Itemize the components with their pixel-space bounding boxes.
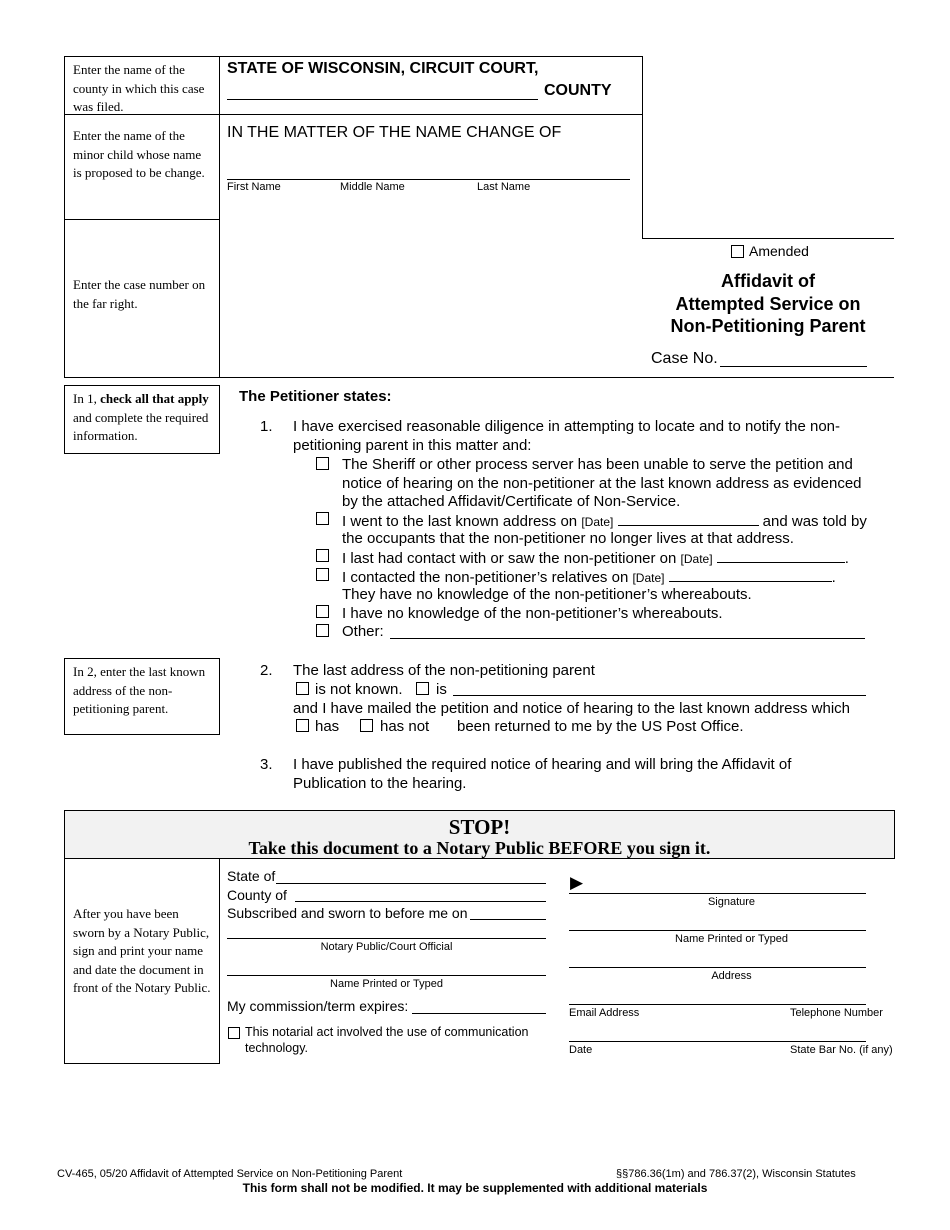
signer-name-label: Name Printed or Typed: [675, 933, 788, 945]
went-checkbox[interactable]: [316, 512, 329, 525]
relatives-period: .: [831, 569, 836, 586]
instruction-item1-bold: check all that apply: [100, 391, 209, 406]
signer-name-input[interactable]: [569, 930, 866, 931]
contact-period: .: [844, 550, 849, 567]
state-of-label: State of: [227, 868, 276, 884]
instruction-item1-pre: In 1,: [73, 391, 101, 406]
contact-text: I last had contact with or saw the non-petitioner on: [342, 550, 677, 567]
instruction-case-number: [64, 219, 220, 378]
email-phone-input[interactable]: [569, 1004, 866, 1005]
form-title: [642, 270, 894, 338]
instruction-county: [64, 56, 220, 115]
address-not-known-checkbox[interactable]: [296, 682, 309, 695]
commission-label: My commission/term expires:: [227, 998, 409, 1014]
date-label: Date: [569, 1044, 593, 1056]
caption-right-line: [642, 56, 643, 239]
address-not-known-label: is not known.: [315, 681, 403, 698]
court-title: STATE OF WISCONSIN, CIRCUIT COURT,: [227, 60, 539, 77]
instruction-item1: [64, 385, 220, 454]
footer-statutes: §§786.36(1m) and 786.37(2), Wisconsin Statutes: [616, 1168, 856, 1180]
has-not-label: has not: [380, 718, 430, 735]
notarial-act-line2: technology.: [245, 1041, 309, 1055]
has-not-checkbox[interactable]: [360, 719, 373, 732]
notarial-act-line1: This notarial act involved the use of communication: [245, 1025, 529, 1039]
county-input[interactable]: [227, 99, 538, 100]
subscribed-label: Subscribed and sworn to before me on: [227, 905, 468, 921]
went-text: I went to the last known address on: [342, 513, 578, 530]
item1-number: 1.: [260, 418, 273, 435]
subscribed-date-input[interactable]: [470, 919, 546, 920]
notary-name-line[interactable]: [227, 975, 546, 976]
caption-bottom-line: [219, 377, 894, 378]
commission-input[interactable]: [412, 1013, 546, 1014]
instruction-county-text: Enter the name of the county in which this case was filed.: [73, 62, 205, 114]
went-date-input[interactable]: [618, 511, 759, 526]
instruction-minor: [64, 114, 220, 220]
contact-date-label: [Date]: [680, 552, 713, 566]
notary-official-label: Notary Public/Court Official: [320, 941, 453, 953]
sheriff-checkbox[interactable]: [316, 457, 329, 470]
sheriff-line2: notice of hearing on the non-petitioner at the last known address as evidenced: [342, 475, 862, 492]
email-label: Email Address: [569, 1007, 640, 1019]
instruction-case-number-text: Enter the case number on the far right.: [73, 277, 206, 311]
last-name-label: Last Name: [477, 181, 531, 193]
item2-line3: and I have mailed the petition and notice of hearing to the last known address which: [293, 700, 851, 717]
other-label: Other:: [342, 623, 384, 640]
contact-line: [342, 548, 849, 569]
matter-heading: IN THE MATTER OF THE NAME CHANGE OF: [227, 124, 562, 141]
relatives-text: I contacted the non-petitioner’s relatives on: [342, 569, 629, 586]
noknowledge-text: I have no knowledge of the non-petitioner’s whereabouts.: [342, 605, 723, 622]
stop-subtitle: Take this document to a Notary Public BEFORE you sign it.: [248, 838, 711, 858]
relatives-date-label: [Date]: [632, 571, 665, 585]
address-is-label: is: [436, 681, 447, 698]
form-title-line1: Affidavit of: [721, 271, 815, 291]
county-of-input[interactable]: [295, 901, 546, 902]
item2-number: 2.: [260, 662, 273, 679]
contact-date-input[interactable]: [717, 548, 845, 563]
signature-input[interactable]: [569, 893, 866, 894]
first-name-label: First Name: [227, 181, 281, 193]
case-no-label: Case No.: [651, 350, 718, 367]
item3-number: 3.: [260, 756, 273, 773]
state-of-input[interactable]: [276, 883, 546, 884]
middle-name-label: Middle Name: [340, 181, 405, 193]
has-label: has: [315, 718, 340, 735]
sheriff-line3: by the attached Affidavit/Certificate of Non-Service.: [342, 493, 681, 510]
bar-no-label: State Bar No. (if any): [790, 1044, 893, 1056]
item3-line2: Publication to the hearing.: [293, 775, 467, 792]
amended-checkbox[interactable]: [731, 245, 744, 258]
went-date-label: [Date]: [581, 515, 614, 529]
went-text-post: and was told by: [762, 513, 867, 530]
footer-notice: This form shall not be modified. It may be supplemented with additional materials: [242, 1181, 708, 1195]
relatives-checkbox[interactable]: [316, 568, 329, 581]
instruction-minor-text: Enter the name of the minor child whose name is proposed to be change.: [73, 128, 205, 180]
noknowledge-checkbox[interactable]: [316, 605, 329, 618]
signature-arrow-icon: ▶: [570, 873, 584, 892]
went-line2: the occupants that the non-petitioner no longer lives at that address.: [342, 530, 794, 547]
case-no-input[interactable]: [720, 366, 867, 367]
address-input[interactable]: [453, 695, 866, 696]
notary-official-line[interactable]: [227, 938, 546, 939]
instruction-item1-post: and complete the required information.: [73, 409, 209, 443]
stop-title: STOP!: [448, 815, 511, 839]
instruction-notary: [64, 858, 220, 1064]
item3-line1: I have published the required notice of hearing and will bring the Affidavit of: [293, 756, 792, 773]
phone-label: Telephone Number: [790, 1007, 883, 1019]
has-checkbox[interactable]: [296, 719, 309, 732]
caption-divider-line: [219, 114, 642, 115]
footer-form-id: CV-465, 05/20 Affidavit of Attempted Service on Non-Petitioning Parent: [57, 1168, 403, 1180]
other-input[interactable]: [390, 638, 865, 639]
form-title-line3: Non-Petitioning Parent: [670, 316, 866, 336]
caption-top-line: [219, 56, 642, 57]
sheriff-line1: The Sheriff or other process server has been unable to serve the petition and: [342, 456, 853, 473]
address-sign-input[interactable]: [569, 967, 866, 968]
instruction-item2-text: In 2, enter the last known address of the non-petitioning parent.: [73, 664, 206, 716]
child-name-input[interactable]: [227, 179, 630, 180]
date-bar-input[interactable]: [569, 1041, 866, 1042]
notary-name-label: Name Printed or Typed: [330, 978, 443, 990]
item1-line2: petitioning parent in this matter and:: [293, 437, 532, 454]
amended-label: Amended: [749, 243, 809, 259]
relatives-line2: They have no knowledge of the non-petitioner’s whereabouts.: [342, 586, 752, 603]
petitioner-states-heading: The Petitioner states:: [239, 388, 392, 405]
instruction-item2: [64, 658, 220, 735]
form-title-line2: Attempted Service on: [675, 293, 861, 314]
item1-line1: I have exercised reasonable diligence in attempting to locate and to notify the non-: [293, 418, 841, 435]
notarial-act-checkbox[interactable]: [228, 1027, 240, 1039]
county-label: COUNTY: [544, 82, 612, 99]
stop-banner: [64, 810, 895, 859]
contact-checkbox[interactable]: [316, 549, 329, 562]
signature-label: Signature: [707, 896, 756, 908]
county-of-label: County of: [227, 887, 287, 903]
item2-line1: The last address of the non-petitioning parent: [293, 662, 595, 679]
address-sign-label: Address: [711, 970, 752, 982]
instruction-notary-text: After you have been sworn by a Notary Public, sign and print your name and date the document in front of the Notary Public.: [73, 906, 211, 995]
case-box-top-line: [642, 238, 894, 239]
address-is-checkbox[interactable]: [416, 682, 429, 695]
item2-returned: been returned to me by the US Post Office.: [457, 718, 744, 735]
relatives-date-input[interactable]: [669, 567, 832, 582]
other-checkbox[interactable]: [316, 624, 329, 637]
